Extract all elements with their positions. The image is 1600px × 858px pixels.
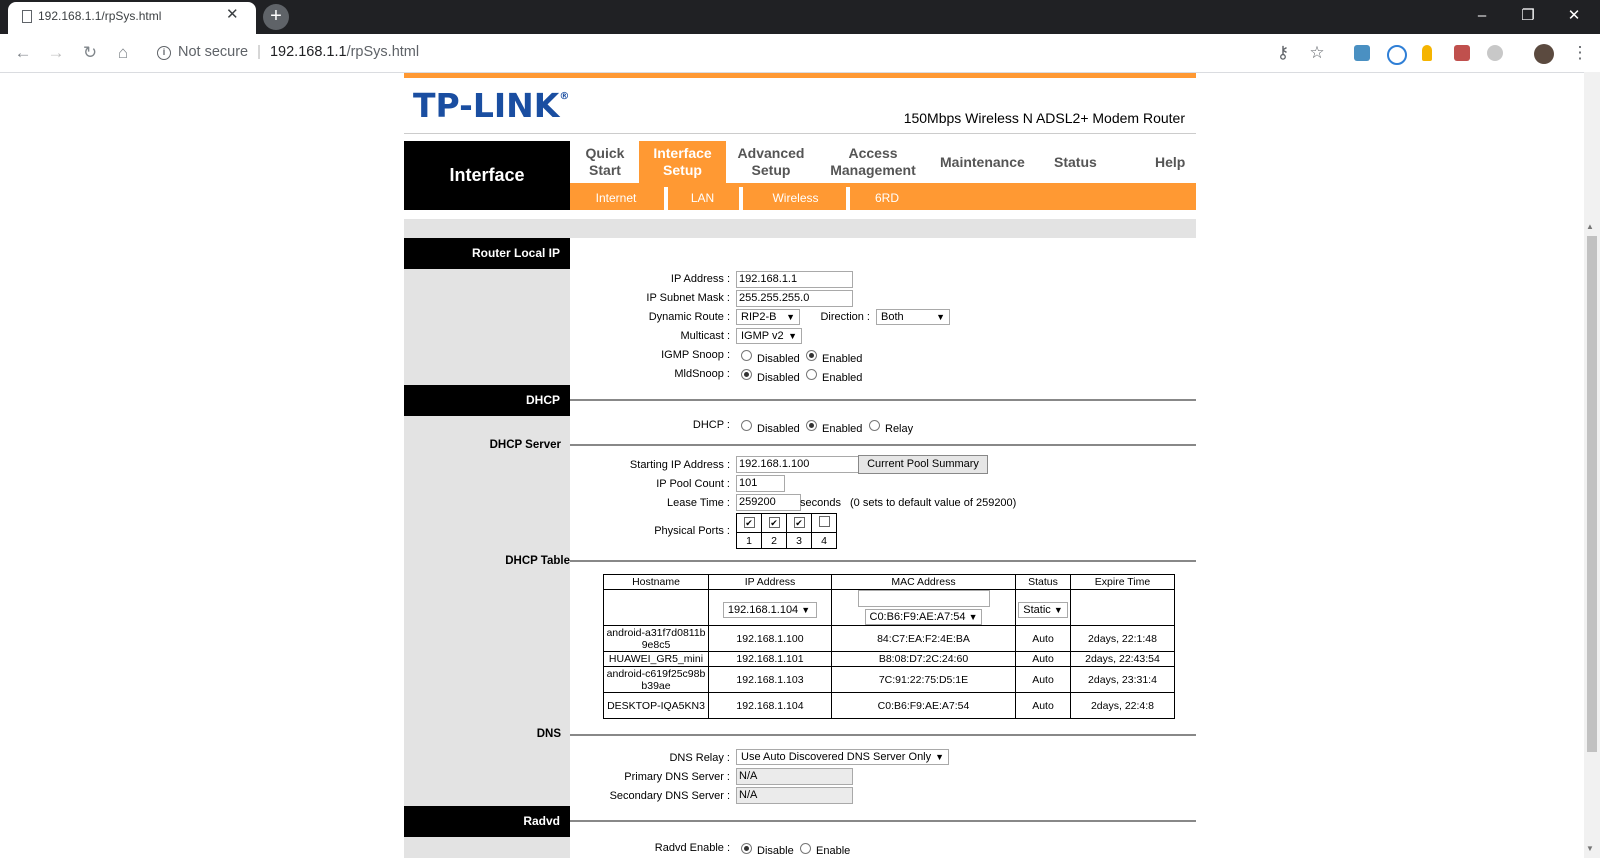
col-expire-time: Expire Time [1071, 575, 1175, 590]
port-3-checkbox[interactable]: ✔ [795, 518, 803, 528]
port-number: 1 [737, 533, 762, 549]
extension-pdf-icon[interactable] [1454, 45, 1470, 61]
row-hostname: android-a31f7d0811b9e8c5 [604, 626, 709, 652]
dhcp-enabled-radio[interactable] [806, 420, 817, 431]
table-row [604, 667, 1175, 693]
port-1-checkbox[interactable]: ✔ [745, 518, 753, 528]
starting-ip-input[interactable]: 192.168.1.100 [736, 456, 860, 473]
restore-icon[interactable]: ❐ [1521, 7, 1535, 24]
row-mac: C0:B6:F9:AE:A7:54 [832, 693, 1016, 719]
menu-icon[interactable]: ⋮ [1571, 43, 1589, 62]
info-icon[interactable]: i [157, 46, 171, 60]
lease-time-note: (0 sets to default value of 259200) [850, 497, 1017, 509]
current-pool-summary-button[interactable]: Current Pool Summary [858, 455, 988, 474]
dns-relay-select[interactable]: Use Auto Discovered DNS Server Only ▼ [736, 749, 949, 765]
radvd-enable-radio[interactable] [800, 843, 811, 854]
radvd-disable-radio[interactable] [741, 843, 752, 854]
port-number: 3 [787, 533, 812, 549]
table-row [604, 626, 1175, 652]
row-expire: 2days, 22:4:8 [1071, 693, 1175, 719]
dynamic-route-label: Dynamic Route : [648, 311, 730, 323]
secondary-dns-input[interactable]: N/A [736, 787, 853, 804]
url-path: /rpSys.html [346, 44, 420, 60]
igmp-enabled-label: Enabled [822, 353, 863, 365]
mld-snoop-label: MldSnoop : [674, 368, 730, 380]
igmp-enabled-radio[interactable] [806, 350, 817, 361]
nav-help[interactable]: Help [1155, 154, 1186, 170]
port-2-checkbox[interactable]: ✔ [770, 518, 778, 528]
port-number: 2 [762, 533, 787, 549]
dns-relay-label: DNS Relay : [669, 752, 730, 764]
chevron-down-icon: ▼ [935, 752, 944, 762]
row-ip: 192.168.1.100 [709, 626, 832, 652]
col-status: Status [1016, 575, 1071, 590]
mld-disabled-radio[interactable] [741, 369, 752, 380]
subnet-mask-input[interactable]: 255.255.255.0 [736, 290, 853, 307]
table-row [604, 693, 1175, 719]
row-ip: 192.168.1.101 [709, 652, 832, 667]
orange-top-bar [404, 73, 1196, 78]
port-4-checkbox[interactable] [819, 516, 830, 527]
row-ip: 192.168.1.103 [709, 667, 832, 693]
mld-disabled-label: Disabled [757, 372, 800, 384]
minimize-icon[interactable]: – [1477, 7, 1487, 24]
submenu-wireless[interactable]: Wireless [772, 191, 819, 205]
star-icon[interactable]: ☆ [1309, 43, 1325, 62]
new-tab-button[interactable]: + [263, 4, 289, 30]
chevron-down-icon: ▼ [801, 604, 811, 615]
row-expire: 2days, 22:1:48 [1071, 626, 1175, 652]
nav-maintenance[interactable]: Maintenance [940, 154, 1025, 170]
close-tab-icon[interactable]: ✕ [226, 6, 239, 23]
primary-dns-input[interactable]: N/A [736, 768, 853, 785]
igmp-disabled-radio[interactable] [741, 350, 752, 361]
row-status: Auto [1016, 667, 1071, 693]
mld-enabled-radio[interactable] [806, 369, 817, 380]
submenu-lan[interactable]: LAN [690, 191, 715, 205]
profile-avatar[interactable] [1534, 44, 1554, 64]
physical-ports-label: Physical Ports : [654, 525, 730, 537]
row-status: Auto [1016, 693, 1071, 719]
left-column [404, 238, 570, 858]
chevron-down-icon: ▼ [1053, 604, 1063, 615]
dns-header: DNS [536, 728, 561, 740]
dhcp-relay-label: Relay [885, 423, 914, 435]
dhcp-disabled-radio[interactable] [741, 420, 752, 431]
col-hostname: Hostname [604, 575, 709, 590]
model-name: 150Mbps Wireless N ADSL2+ Modem Router [903, 110, 1185, 126]
primary-dns-label: Primary DNS Server : [624, 771, 730, 783]
interface-section-title: Interface [404, 141, 570, 210]
igmp-snoop-label: IGMP Snoop : [661, 349, 730, 361]
lease-time-unit: seconds [800, 497, 841, 509]
nav-access-management[interactable]: Access Management [830, 145, 916, 178]
home-icon[interactable]: ⌂ [117, 43, 129, 62]
tp-link-logo: TP-LINK® [413, 86, 570, 125]
submenu-6rd[interactable]: 6RD [874, 191, 899, 205]
col-ip-address: IP Address [709, 575, 832, 590]
row-status: Auto [1016, 626, 1071, 652]
mac-address-select[interactable]: C0:B6:F9:AE:A7:54 ▼ [865, 609, 983, 625]
chevron-down-icon: ▼ [968, 612, 978, 622]
ip-address-select[interactable]: 192.168.1.104 ▼ [723, 602, 817, 618]
radvd-disable-label: Disable [757, 845, 794, 857]
physical-ports-grid [736, 513, 837, 549]
ip-address-input[interactable]: 192.168.1.1 [736, 271, 853, 288]
dynamic-route-select[interactable]: RIP2-B ▼ [736, 309, 800, 325]
scroll-up-icon[interactable]: ▲ [1586, 222, 1594, 231]
nav-quick-start[interactable]: Quick Start [585, 145, 625, 178]
tab-title: 192.168.1.1/rpSys.html [38, 9, 162, 23]
dhcp-disabled-label: Disabled [757, 423, 800, 435]
key-icon[interactable]: ⚷ [1276, 43, 1290, 62]
nav-advanced-setup[interactable]: Advanced Setup [737, 145, 805, 178]
lease-time-label: Lease Time : [667, 497, 730, 509]
radvd-enable-text: Enable [816, 845, 851, 857]
chevron-down-icon: ▼ [936, 312, 945, 322]
row-hostname: DESKTOP-IQA5KN3 [604, 693, 709, 719]
reload-icon[interactable]: ↻ [82, 43, 98, 62]
row-expire: 2days, 22:43:54 [1071, 652, 1175, 667]
subnet-mask-label: IP Subnet Mask : [646, 292, 730, 304]
row-mac: B8:08:D7:2C:24:60 [832, 652, 1016, 667]
radvd-header: Radvd [404, 806, 570, 837]
row-hostname: HUAWEI_GR5_mini [604, 652, 709, 667]
direction-select[interactable]: Both ▼ [876, 309, 950, 325]
igmp-disabled-label: Disabled [757, 353, 800, 365]
chevron-down-icon: ▼ [786, 312, 795, 322]
url-host: 192.168.1.1 [269, 44, 347, 60]
mac-address-input[interactable] [858, 590, 990, 607]
port-number: 4 [812, 533, 837, 549]
scroll-down-icon[interactable]: ▼ [1586, 844, 1594, 853]
dhcp-table-header: DHCP Table [505, 555, 570, 567]
dhcp-enabled-label: Enabled [822, 423, 863, 435]
dhcp-server-header: DHCP Server [489, 439, 561, 451]
row-status: Auto [1016, 652, 1071, 667]
row-mac: 7C:91:22:75:D5:1E [832, 667, 1016, 693]
scrollbar-thumb[interactable] [1587, 236, 1597, 752]
page-icon [22, 10, 32, 23]
row-expire: 2days, 23:31:4 [1071, 667, 1175, 693]
ip-pool-count-label: IP Pool Count : [656, 478, 730, 490]
dhcp-relay-radio[interactable] [869, 420, 880, 431]
submenu-internet[interactable]: Internet [595, 191, 637, 205]
lease-time-input[interactable]: 259200 [736, 494, 801, 511]
nav-status[interactable]: Status [1054, 154, 1097, 170]
row-hostname: android-c619f25c98bb39ae [604, 667, 709, 693]
direction-label: Direction : [820, 311, 870, 323]
close-window-icon[interactable]: ✕ [1567, 7, 1581, 24]
address-bar[interactable]: Not secure | 192.168.1.1/rpSys.html [178, 44, 420, 60]
dhcp-label: DHCP : [692, 419, 730, 431]
router-local-ip-header: Router Local IP [404, 238, 570, 269]
row-ip: 192.168.1.104 [709, 693, 832, 719]
extension-bulb-icon[interactable] [1422, 45, 1432, 61]
extension-cloud-icon[interactable] [1487, 45, 1503, 61]
row-mac: 84:C7:EA:F2:4E:BA [832, 626, 1016, 652]
starting-ip-label: Starting IP Address : [629, 459, 730, 471]
dhcp-header: DHCP [404, 385, 570, 416]
ip-pool-count-input[interactable]: 101 [736, 475, 785, 492]
mld-enabled-label: Enabled [822, 372, 863, 384]
nav-interface-setup[interactable]: Interface Setup [639, 141, 726, 183]
multicast-label: Multicast : [680, 330, 730, 342]
status-select[interactable]: Static ▼ [1018, 602, 1068, 618]
table-row [604, 652, 1175, 667]
col-mac-address: MAC Address [832, 575, 1016, 590]
back-icon[interactable]: ← [14, 43, 32, 62]
extension-drive-icon[interactable] [1354, 45, 1370, 61]
dhcp-client-table [603, 574, 1175, 719]
forward-icon[interactable]: → [47, 43, 65, 62]
extension-sync-icon[interactable] [1387, 45, 1407, 65]
radvd-enable-label: Radvd Enable : [654, 842, 730, 854]
ip-address-label: IP Address : [670, 273, 730, 285]
secondary-dns-label: Secondary DNS Server : [609, 790, 730, 802]
security-label: Not secure [178, 44, 249, 60]
chevron-down-icon: ▼ [788, 331, 797, 341]
multicast-select[interactable]: IGMP v2 ▼ [736, 328, 802, 344]
